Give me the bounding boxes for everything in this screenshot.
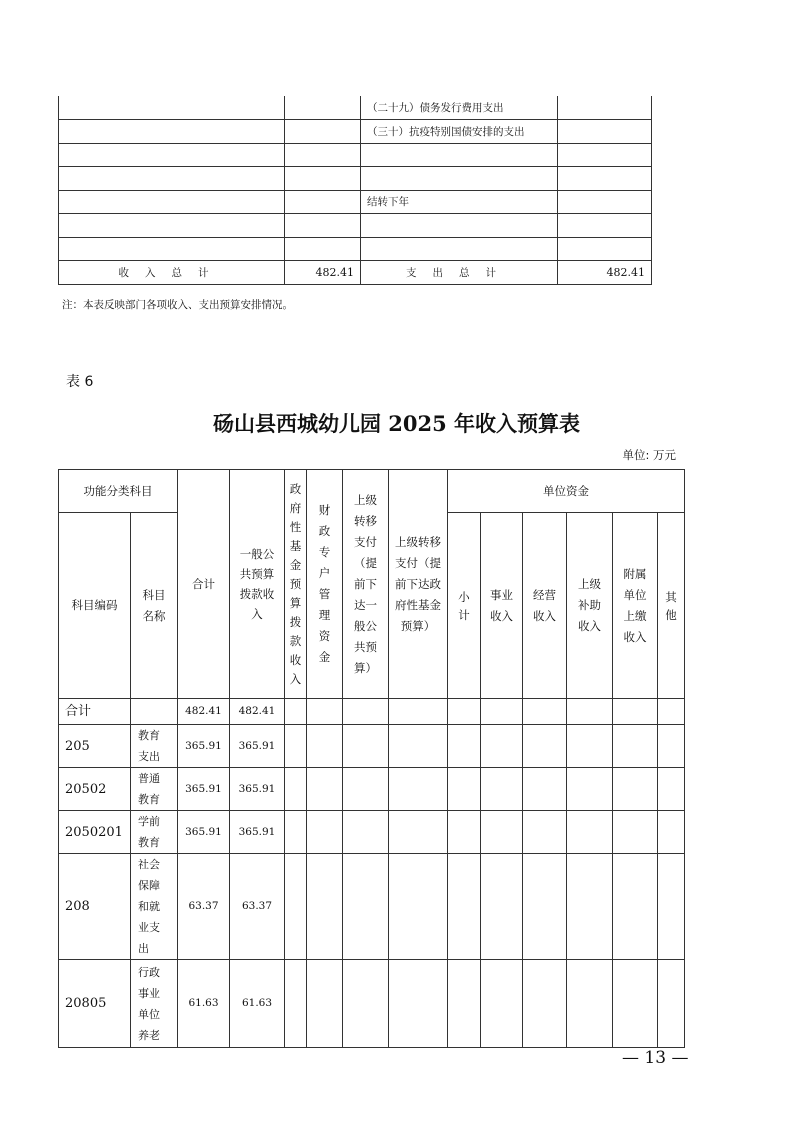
table-row <box>59 768 685 811</box>
empty-cell <box>658 960 685 1048</box>
header-other: 其他 <box>658 513 685 699</box>
empty-cell <box>523 811 567 854</box>
empty-cell <box>448 725 481 768</box>
table-cell <box>285 143 361 167</box>
row-code: 2050201 <box>59 811 131 854</box>
row-total: 63.37 <box>178 854 230 960</box>
header-subtotal: 小计 <box>448 513 481 699</box>
empty-cell <box>285 699 307 725</box>
expense-continuation-table <box>58 96 652 285</box>
empty-cell <box>567 725 613 768</box>
empty-cell <box>389 811 448 854</box>
table-row <box>59 960 685 1048</box>
row-code: 20502 <box>59 768 131 811</box>
table-row <box>59 854 685 960</box>
table-row <box>59 237 652 261</box>
table-cell <box>558 120 652 144</box>
empty-cell <box>285 811 307 854</box>
empty-cell <box>343 768 389 811</box>
header-fiscal-special: 财政专户管理资金 <box>307 470 343 699</box>
empty-cell <box>481 854 523 960</box>
table-cell <box>59 190 285 214</box>
unit-label: 单位: 万元 <box>622 448 676 462</box>
header-general-budget: 一般公共预算拨款收入 <box>230 470 285 699</box>
empty-cell <box>613 768 658 811</box>
row-general-budget: 365.91 <box>230 768 285 811</box>
empty-cell <box>658 854 685 960</box>
table-number-label: 表 6 <box>66 374 94 390</box>
row-total: 365.91 <box>178 725 230 768</box>
empty-cell <box>285 854 307 960</box>
table-row <box>59 699 685 725</box>
empty-cell <box>307 699 343 725</box>
row-total: 482.41 <box>178 699 230 725</box>
row-general-budget: 365.91 <box>230 811 285 854</box>
empty-cell <box>389 960 448 1048</box>
table-cell <box>361 214 558 238</box>
table-cell <box>361 237 558 261</box>
table-row <box>59 214 652 238</box>
table-note: 注：本表反映部门各项收入、支出预算安排情况。 <box>62 299 293 311</box>
empty-cell <box>658 699 685 725</box>
row-total: 365.91 <box>178 768 230 811</box>
header-unit-funds: 单位资金 <box>448 470 685 513</box>
row-code: 208 <box>59 854 131 960</box>
empty-cell <box>343 699 389 725</box>
empty-cell <box>613 854 658 960</box>
income-total-label: 收入总计 <box>59 261 285 285</box>
row-code: 205 <box>59 725 131 768</box>
header-transfer-general: 上级转移支付（提前下达一般公共预算） <box>343 470 389 699</box>
table-row <box>59 143 652 167</box>
empty-cell <box>523 699 567 725</box>
header-gov-fund: 政府性基金预算拨款收入 <box>285 470 307 699</box>
empty-cell <box>658 725 685 768</box>
empty-cell <box>448 811 481 854</box>
empty-cell <box>343 960 389 1048</box>
empty-cell <box>567 699 613 725</box>
row-name: 教育支出 <box>131 725 178 768</box>
row-general-budget: 63.37 <box>230 854 285 960</box>
page-number: — 13 — <box>622 1048 689 1068</box>
table-cell <box>558 167 652 191</box>
table-cell <box>59 167 285 191</box>
empty-cell <box>389 725 448 768</box>
header-affiliated-income: 附属单位上缴收入 <box>613 513 658 699</box>
table-row <box>59 725 685 768</box>
table-cell: （二十九）债务发行费用支出 <box>361 96 558 120</box>
table-cell: 结转下年 <box>361 190 558 214</box>
empty-cell <box>307 811 343 854</box>
expense-total-label: 支出总计 <box>361 261 558 285</box>
table-cell <box>59 214 285 238</box>
empty-cell <box>613 811 658 854</box>
row-name: 学前教育 <box>131 811 178 854</box>
empty-cell <box>481 811 523 854</box>
empty-cell <box>343 811 389 854</box>
table-row <box>59 96 652 120</box>
empty-cell <box>523 768 567 811</box>
table-cell <box>59 237 285 261</box>
empty-cell <box>567 854 613 960</box>
empty-cell <box>481 960 523 1048</box>
table-cell <box>285 237 361 261</box>
table-cell <box>558 143 652 167</box>
empty-cell <box>307 768 343 811</box>
empty-cell <box>389 854 448 960</box>
empty-cell <box>448 960 481 1048</box>
table-cell <box>59 143 285 167</box>
table-cell <box>361 167 558 191</box>
row-code: 合计 <box>59 699 131 725</box>
empty-cell <box>448 768 481 811</box>
table-cell <box>558 96 652 120</box>
header-code: 科目编码 <box>59 513 131 699</box>
table-cell <box>59 96 285 120</box>
row-name <box>131 699 178 725</box>
empty-cell <box>389 768 448 811</box>
empty-cell <box>567 960 613 1048</box>
table-row <box>59 190 652 214</box>
table-cell: （三十）抗疫特别国债安排的支出 <box>361 120 558 144</box>
header-transfer-gov-fund: 上级转移支付（提前下达政府性基金预算） <box>389 470 448 699</box>
table-cell <box>285 96 361 120</box>
empty-cell <box>481 725 523 768</box>
empty-cell <box>567 811 613 854</box>
row-total: 61.63 <box>178 960 230 1048</box>
empty-cell <box>658 811 685 854</box>
table-cell <box>285 120 361 144</box>
page-title: 砀山县西城幼儿园 2025 年收入预算表 <box>212 411 581 436</box>
table-cell <box>558 190 652 214</box>
empty-cell <box>613 699 658 725</box>
empty-cell <box>343 854 389 960</box>
header-superior-subsidy: 上级补助收入 <box>567 513 613 699</box>
header-func-category: 功能分类科目 <box>59 470 178 513</box>
empty-cell <box>285 960 307 1048</box>
table-cell <box>59 120 285 144</box>
income-budget-table <box>58 469 685 1048</box>
table-row <box>59 167 652 191</box>
row-code: 20805 <box>59 960 131 1048</box>
empty-cell <box>523 854 567 960</box>
empty-cell <box>567 768 613 811</box>
expense-total-value: 482.41 <box>558 261 652 285</box>
table-row <box>59 811 685 854</box>
empty-cell <box>613 960 658 1048</box>
row-name: 普通教育 <box>131 768 178 811</box>
table-row <box>59 120 652 144</box>
empty-cell <box>481 768 523 811</box>
table-cell <box>285 214 361 238</box>
table-cell <box>361 143 558 167</box>
header-name: 科目名称 <box>131 513 178 699</box>
table-cell <box>285 167 361 191</box>
empty-cell <box>523 725 567 768</box>
empty-cell <box>307 725 343 768</box>
row-total: 365.91 <box>178 811 230 854</box>
row-name: 行政事业单位养老 <box>131 960 178 1048</box>
row-general-budget: 365.91 <box>230 725 285 768</box>
empty-cell <box>307 960 343 1048</box>
header-operating-income: 经营收入 <box>523 513 567 699</box>
empty-cell <box>285 725 307 768</box>
total-row <box>59 261 652 285</box>
empty-cell <box>658 768 685 811</box>
header-total: 合计 <box>178 470 230 699</box>
row-general-budget: 482.41 <box>230 699 285 725</box>
table-cell <box>558 237 652 261</box>
empty-cell <box>389 699 448 725</box>
table-cell <box>285 190 361 214</box>
empty-cell <box>613 725 658 768</box>
table-cell <box>558 214 652 238</box>
row-name: 社会保障和就业支出 <box>131 854 178 960</box>
empty-cell <box>523 960 567 1048</box>
empty-cell <box>448 699 481 725</box>
header-business-income: 事业收入 <box>481 513 523 699</box>
empty-cell <box>448 854 481 960</box>
row-general-budget: 61.63 <box>230 960 285 1048</box>
income-total-value: 482.41 <box>285 261 361 285</box>
empty-cell <box>481 699 523 725</box>
empty-cell <box>307 854 343 960</box>
empty-cell <box>285 768 307 811</box>
empty-cell <box>343 725 389 768</box>
